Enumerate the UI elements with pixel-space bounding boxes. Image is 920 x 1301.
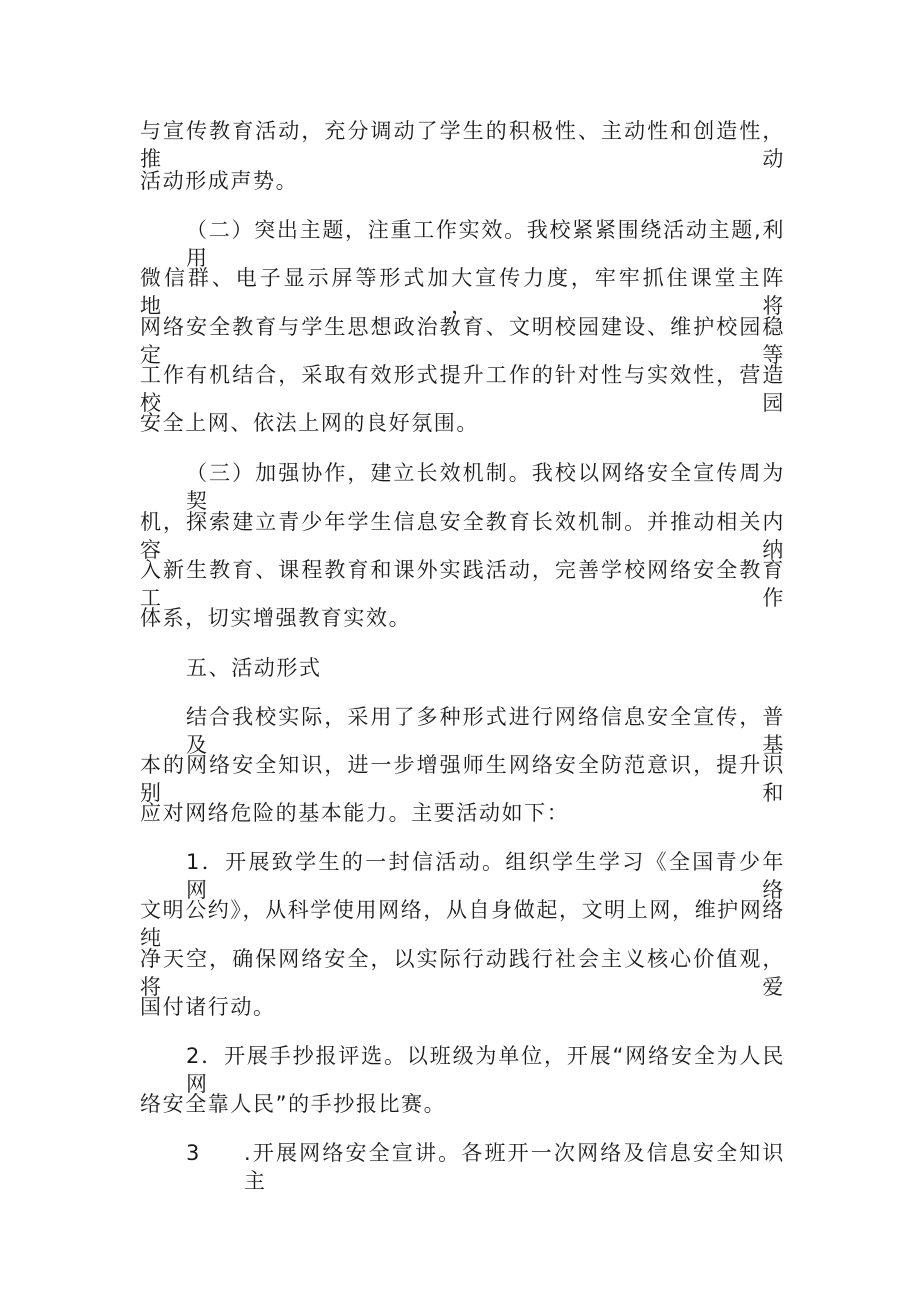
paragraph-line: 体系，切实增强教育实效。 bbox=[140, 606, 412, 630]
paragraph-line: 入新生教育、课程教育和课外实践活动，完善学校网络安全教育工作 bbox=[140, 558, 785, 610]
section-heading-line: （二）突出主题，注重工作实效。我校紧紧围绕活动主题,利用 bbox=[186, 218, 785, 270]
list-item-line: 文明公约》，从科学使用网络，从自身做起，文明上网，维护网络纯 bbox=[140, 898, 785, 950]
paragraph-line: 与宣传教育活动，充分调动了学生的积极性、主动性和创造性，推动 bbox=[140, 119, 785, 171]
list-item-line: 2．开展手抄报评选。以班级为单位，开展“网络安全为人民网 bbox=[186, 1044, 785, 1096]
paragraph-line: 机，探索建立青少年学生信息安全教育长效机制。并推动相关内容纳 bbox=[140, 510, 785, 562]
list-item-number: 3 bbox=[186, 1141, 200, 1165]
list-item-line: .开展网络安全宣讲。各班开一次网络及信息安全知识主 bbox=[244, 1141, 785, 1193]
paragraph-line: 结合我校实际，采用了多种形式进行网络信息安全宣传，普及基 bbox=[186, 705, 785, 757]
paragraph-line: 安全上网、依法上网的良好氛围。 bbox=[140, 411, 479, 435]
section-title: 五、活动形式 bbox=[186, 656, 322, 680]
paragraph-line: 网络安全教育与学生思想政治教育、文明校园建设、维护校园稳定等 bbox=[140, 315, 785, 367]
list-item-line: 国付诸行动。 bbox=[140, 995, 276, 1019]
section-heading-line: （三）加强协作，建立长效机制。我校以网络安全宣传周为契 bbox=[186, 461, 785, 513]
list-item-line: 1．开展致学生的一封信活动。组织学生学习《全国青少年网络 bbox=[186, 850, 785, 902]
paragraph-line: 应对网络危险的基本能力。主要活动如下： bbox=[140, 801, 570, 825]
paragraph-line: 本的网络安全知识，进一步增强师生网络安全防范意识，提升识别和 bbox=[140, 753, 785, 805]
list-item-line: 络安全靠人民”的手抄报比赛。 bbox=[140, 1092, 447, 1116]
paragraph-line: 工作有机结合，采取有效形式提升工作的针对性与实效性，营造校园 bbox=[140, 363, 785, 415]
paragraph-line: 活动形成声势。 bbox=[140, 169, 299, 193]
list-item-line: 净天空，确保网络安全，以实际行动践行社会主义核心价值观，将爱 bbox=[140, 947, 785, 999]
paragraph-line: 微信群、电子显示屏等形式加大宣传力度，牢牢抓住课堂主阵地，将 bbox=[140, 266, 785, 318]
